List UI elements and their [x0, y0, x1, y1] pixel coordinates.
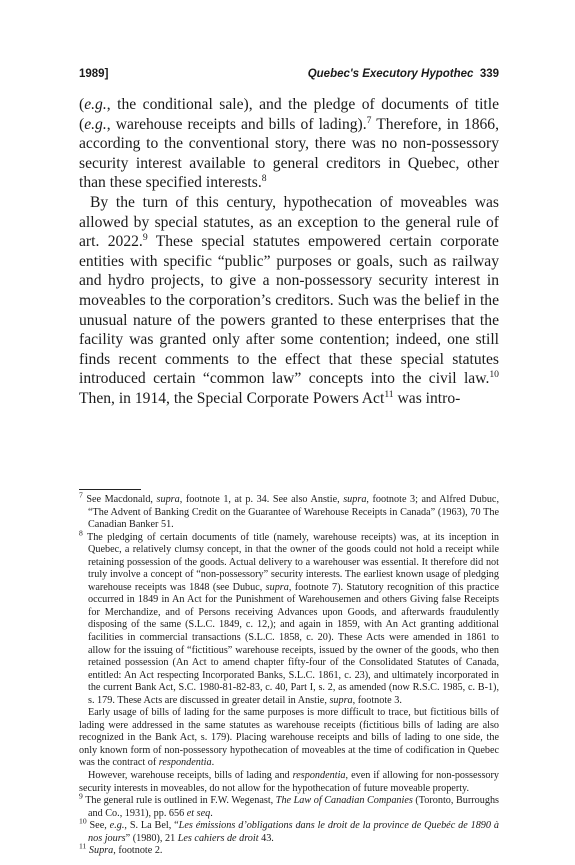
footnotes: [79, 490, 500, 858]
text-run: The general rule is outlined in F.W. Wegenast,: [82, 795, 276, 807]
footnote-7: [79, 490, 499, 532]
text-run: .: [210, 807, 213, 819]
text-run: ” (1980), 21: [125, 832, 178, 844]
footnote-8-paragraph-3: [79, 770, 499, 795]
text-run: Then, in 1914, the Special Corporate Powers Act: [79, 389, 385, 407]
text-run: , footnote 7). Statutory recognition of this practice occurred in 1849 in An Act for the Punishment of Warehousemen and others Giving false Receipts for Merchandize, and of Persons receiving Advances upon Goods, and afterwards fraudulently disposing of the same (S.L.C. 1849, c. 12,); and again in 1859, with An Act granting additional facilities in commercial transactions (S.L.C. 1858, c. 20). These Acts were amended in 1861 to allow for the issuing of “fictitious” warehouse receipts, issued by the owner of the goods, who then retained possession (An Act to amend chapter fifty-four of the Consolidated Statutes of Canada, entitled: An Act respecting Incorporated Banks, S.L.C. 1861, c. 23), and ultimately incorporated in the current Bank Act, S.C. 1980-81-82-83, c. 40, Part I, s. 2, as amended (now R.S.C. 1985, c. B-1), s. 179. These Acts are discussed in greater detail in Anstie,: [88, 581, 499, 706]
text-run: .: [211, 757, 215, 769]
body-paragraph: [79, 95, 499, 193]
footnote-ref[interactable]: 9: [142, 231, 148, 243]
text-run-italic: supra: [156, 494, 180, 505]
text-run: The pledging of certain documents of title (namely, warehouse receipts) was, at its inception in Quebec, a relatively clumsy concept, in that the owner of the goods could not hold a receipt while retaining possession of the goods. Actual delivery to a warehouser was essential. It therefore did not truly involve a concept of “non-possessory” security interests. The earliest known usage of pledging warehouse receipts was 1848 (see Dubuc,: [82, 531, 499, 593]
text-run-italic: et seq: [186, 807, 211, 819]
footnote-number: 11: [79, 841, 87, 851]
text-run: However, warehouse receipts, bills of lading and: [88, 770, 293, 782]
text-run-italic: Les émissions d’obligations dans le droit de la province de Quebéc de 1890 à nos jours: [88, 820, 499, 844]
text-run: 43.: [258, 832, 274, 844]
footnote-10: [79, 816, 499, 845]
text-run-italic: supra: [329, 694, 353, 706]
footnote-number: 9: [79, 791, 83, 801]
header-title-and-page: [308, 68, 499, 80]
text-run: , footnote 2.: [113, 845, 163, 857]
footnote-ref[interactable]: 8: [261, 173, 267, 185]
text-run: These special statutes empowered certain corporate entities with specific “public” purposes or goals, such as railway and hydro projects, to give a non-possessory security interest in moveables to the corporation’s creditors. Such was the belief in the unusual nature of the powers granted to these enterprises that the facility was granted only after some contention; indeed, one still finds recent comments to the effect that these special statutes introduced certain “common law” concepts into the civil law.: [79, 233, 499, 388]
body-paragraph: [79, 193, 499, 409]
text-run-italic: e.g.: [84, 115, 107, 133]
text-run: See,: [86, 820, 110, 832]
text-run: By the turn of this century, hypothecation of moveables was allowed by special statutes, as an exception to the general rule of art. 2022.: [79, 193, 499, 251]
text-run: (Toronto, Burroughs and Co., 1931), pp. 656: [88, 795, 500, 819]
footnote-ref[interactable]: 7: [366, 114, 372, 126]
text-run: See Macdonald,: [82, 494, 157, 505]
header-year: 1989]: [79, 68, 109, 80]
text-run-italic: respondentia: [292, 770, 346, 782]
text-run: was intro-: [393, 389, 461, 407]
text-run: Early usage of bills of lading for the same purposes is more difficult to trace, but fictitious bills of lading were addressed in the same statutes as warehouse receipts (fictitious bills of lading are also recognized in the Bank Act, s. 179). Placing warehouse receipts and bills of lading to one side, the only known form of non-possessory hypothecation of moveables at the time of codification in Quebec was the contract of: [79, 707, 499, 769]
text-run-italic: The Law of Canadian Companies: [275, 795, 413, 807]
text-run: (: [79, 96, 85, 113]
text-run: , footnote 3; and Alfred Dubuc, “The Advent of Banking Credit on the Guarantee of Warehouse Receipts in Canada” (1963), 70 The Canadian Banker 51.: [88, 494, 499, 531]
text-run-italic: supra: [343, 494, 367, 505]
footnote-ref[interactable]: 11: [384, 388, 394, 400]
text-run: Therefore, in 1866, according to the conventional story, there was no non-possessory security interest available to general creditors in Quebec, other than these specified interests.: [79, 115, 499, 192]
footnote-11: [79, 841, 499, 858]
text-run: , warehouse receipts and bills of lading).: [106, 115, 367, 133]
footnote-number: 7: [79, 490, 83, 500]
text-run-italic: e.g.: [84, 96, 107, 113]
footnote-divider: [79, 489, 141, 490]
footnote-9: [79, 791, 500, 820]
text-run: , S. La Bel, “: [124, 820, 179, 832]
header-title: Quebec's Executory Hypothec: [307, 68, 474, 80]
running-header: [79, 68, 499, 84]
text-run-italic: Les cahiers de droit: [177, 832, 259, 844]
footnote-ref[interactable]: 10: [489, 369, 499, 381]
text-run: , even if allowing for non-possessory security interests in moveables, do not allow for the hypothecation of future moveable property.: [79, 770, 499, 794]
text-run-italic: supra: [265, 581, 289, 593]
footnote-8-paragraph-2: [79, 707, 499, 770]
text-run: , footnote 3.: [352, 694, 402, 706]
text-run: , the conditional sale), and the pledge of documents of title (: [79, 96, 499, 133]
footnote-8: [79, 528, 499, 708]
text-run-italic: e.g.: [109, 820, 125, 832]
text-run-italic: respondentia: [158, 757, 212, 769]
body-text: [79, 95, 499, 409]
text-run: , footnote 1, at p. 34. See also Anstie,: [179, 494, 344, 505]
footnote-number: 10: [79, 816, 87, 826]
footnote-number: 8: [79, 528, 83, 538]
page-number: 339: [479, 68, 499, 80]
text-run-italic: Supra: [88, 845, 114, 857]
